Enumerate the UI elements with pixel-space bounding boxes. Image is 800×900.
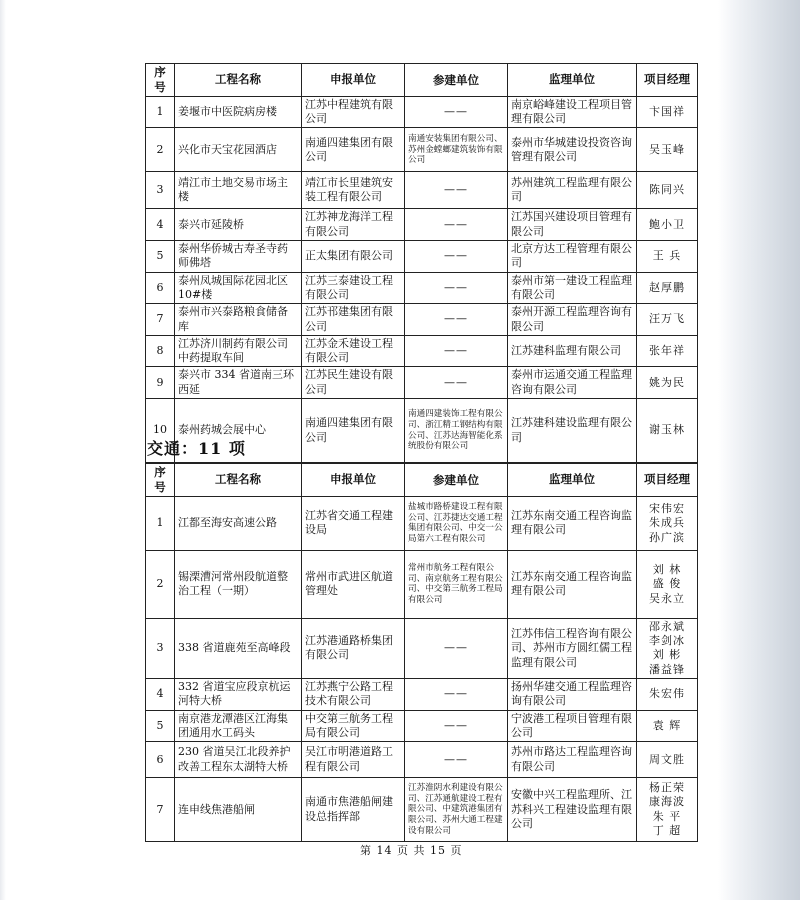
cell-project-name: 南京港龙潭港区江海集团通用水工码头 — [175, 710, 302, 742]
cell-participant: 南通安装集团有限公司、苏州金螳螂建筑装饰有限公司 — [405, 128, 508, 172]
header-manager: 项目经理 — [637, 64, 698, 97]
cell-no: 5 — [146, 241, 175, 273]
cell-supervisor: 北京方达工程管理有限公司 — [508, 241, 637, 273]
cell-participant: —— — [405, 272, 508, 304]
cell-no: 3 — [146, 618, 175, 678]
cell-supervisor: 安徽中兴工程监理所、江苏科兴工程建设监理有限公司 — [508, 778, 637, 842]
cell-applicant: 江苏燕宁公路工程技术有限公司 — [302, 679, 405, 711]
cell-no: 8 — [146, 335, 175, 367]
cell-no: 9 — [146, 367, 175, 399]
cell-participant: —— — [405, 209, 508, 241]
cell-participant: —— — [405, 335, 508, 367]
header-name: 工程名称 — [175, 464, 302, 497]
cell-project-name: 锡溧漕河常州段航道整治工程（一期） — [175, 550, 302, 618]
cell-participant: —— — [405, 742, 508, 778]
header-participant: 参建单位 — [405, 464, 508, 497]
section-title-transport: 交通：11 项 — [147, 439, 246, 458]
cell-no: 4 — [146, 679, 175, 711]
cell-applicant: 江苏民生建设有限公司 — [302, 367, 405, 399]
table2-body — [146, 496, 698, 841]
cell-manager: 刘 林 盛 俊 吴永立 — [637, 550, 698, 618]
table-row — [146, 335, 698, 367]
cell-supervisor: 泰州市华城建设投资咨询管理有限公司 — [508, 128, 637, 172]
cell-applicant: 江苏港通路桥集团有限公司 — [302, 618, 405, 678]
cell-supervisor: 苏州市路达工程监理咨询有限公司 — [508, 742, 637, 778]
cell-manager: 宋伟宏 朱成兵 孙广滨 — [637, 496, 698, 550]
cell-participant: 常州市航务工程有限公司、南京航务工程有限公司、中交第三航务工程局有限公司 — [405, 550, 508, 618]
cell-manager: 周文胜 — [637, 742, 698, 778]
cell-no: 6 — [146, 742, 175, 778]
cell-no: 7 — [146, 778, 175, 842]
cell-applicant: 中交第三航务工程局有限公司 — [302, 710, 405, 742]
table-row — [146, 304, 698, 336]
table-row — [146, 618, 698, 678]
cell-supervisor: 江苏国兴建设项目管理有限公司 — [508, 209, 637, 241]
cell-project-name: 江苏济川制药有限公司中药提取车间 — [175, 335, 302, 367]
table-row — [146, 710, 698, 742]
cell-participant: 江苏淮阴水利建设有限公司、江苏通航建设工程有限公司、中建筑港集团有限公司、苏州大通工程建设有限公司 — [405, 778, 508, 842]
cell-participant: —— — [405, 618, 508, 678]
cell-project-name: 230 省道吴江北段养护改善工程东太湖特大桥 — [175, 742, 302, 778]
table-row — [146, 241, 698, 273]
cell-no: 3 — [146, 172, 175, 209]
cell-no: 5 — [146, 710, 175, 742]
cell-no: 2 — [146, 128, 175, 172]
cell-participant: —— — [405, 241, 508, 273]
cell-supervisor: 扬州华建交通工程监理咨询有限公司 — [508, 679, 637, 711]
table-row — [146, 367, 698, 399]
cell-project-name: 连申线焦港船闸 — [175, 778, 302, 842]
header-no: 序号 — [146, 464, 175, 497]
cell-project-name: 靖江市土地交易市场主楼 — [175, 172, 302, 209]
cell-participant: —— — [405, 710, 508, 742]
header-participant: 参建单位 — [405, 64, 508, 97]
cell-manager: 邵永斌 李剑冰 刘 彬 潘益锋 — [637, 618, 698, 678]
cell-applicant: 靖江市长里建筑安装工程有限公司 — [302, 172, 405, 209]
cell-manager: 卞国祥 — [637, 96, 698, 128]
page-footer: 第 14 页 共 15 页 — [360, 844, 463, 857]
cell-project-name: 泰州药城会展中心 — [175, 399, 302, 463]
header-applicant: 申报单位 — [302, 464, 405, 497]
cell-applicant: 正太集团有限公司 — [302, 241, 405, 273]
cell-project-name: 江都至海安高速公路 — [175, 496, 302, 550]
table1-body — [146, 96, 698, 462]
cell-manager: 汪万飞 — [637, 304, 698, 336]
project-table-transport — [145, 463, 698, 842]
cell-manager: 赵厚鹏 — [637, 272, 698, 304]
table-row — [146, 550, 698, 618]
table-row — [146, 128, 698, 172]
cell-manager: 吴玉峰 — [637, 128, 698, 172]
table-row — [146, 272, 698, 304]
cell-applicant: 江苏省交通工程建设局 — [302, 496, 405, 550]
cell-participant: 南通四建装饰工程有限公司、浙江精工钢结构有限公司、江苏达海智能化系统股份有限公司 — [405, 399, 508, 463]
cell-participant: —— — [405, 304, 508, 336]
cell-applicant: 常州市武进区航道管理处 — [302, 550, 405, 618]
cell-no: 2 — [146, 550, 175, 618]
header-no: 序号 — [146, 64, 175, 97]
cell-supervisor: 泰州开源工程监理咨询有限公司 — [508, 304, 637, 336]
cell-manager: 陈同兴 — [637, 172, 698, 209]
cell-supervisor: 江苏伟信工程咨询有限公司、苏州市方圆红儒工程监理有限公司 — [508, 618, 637, 678]
cell-applicant: 南通四建集团有限公司 — [302, 128, 405, 172]
cell-participant: 盐城市路桥建设工程有限公司、江苏捷达交通工程集团有限公司、中交一公局第六工程有限公司 — [405, 496, 508, 550]
cell-project-name: 泰州市兴泰路粮食储备库 — [175, 304, 302, 336]
cell-applicant: 江苏中程建筑有限公司 — [302, 96, 405, 128]
cell-manager: 姚为民 — [637, 367, 698, 399]
cell-project-name: 泰兴市延陵桥 — [175, 209, 302, 241]
cell-participant: —— — [405, 679, 508, 711]
cell-manager: 袁 辉 — [637, 710, 698, 742]
table-row — [146, 679, 698, 711]
table-row — [146, 496, 698, 550]
cell-project-name: 338 省道鹿苑至高峰段 — [175, 618, 302, 678]
cell-supervisor: 泰州市运通交通工程监理咨询有限公司 — [508, 367, 637, 399]
cell-applicant: 南通四建集团有限公司 — [302, 399, 405, 463]
cell-manager: 张年祥 — [637, 335, 698, 367]
table-row — [146, 96, 698, 128]
cell-manager: 杨正荣 康海波 朱 平 丁 超 — [637, 778, 698, 842]
header-name: 工程名称 — [175, 64, 302, 97]
cell-applicant: 南通市焦港船闸建设总指挥部 — [302, 778, 405, 842]
cell-project-name: 姜堰市中医院病房楼 — [175, 96, 302, 128]
cell-participant: —— — [405, 172, 508, 209]
cell-no: 6 — [146, 272, 175, 304]
cell-supervisor: 江苏建科监理有限公司 — [508, 335, 637, 367]
cell-no: 1 — [146, 96, 175, 128]
cell-manager: 鲍小卫 — [637, 209, 698, 241]
cell-supervisor: 江苏建科建设监理有限公司 — [508, 399, 637, 463]
cell-manager: 王 兵 — [637, 241, 698, 273]
cell-project-name: 泰兴市 334 省道南三环西延 — [175, 367, 302, 399]
scan-shadow-right — [718, 0, 800, 900]
cell-applicant: 吴江市明港道路工程有限公司 — [302, 742, 405, 778]
header-supervisor: 监理单位 — [508, 464, 637, 497]
cell-manager: 朱宏伟 — [637, 679, 698, 711]
table-row — [146, 172, 698, 209]
scan-shadow-left — [0, 0, 6, 900]
cell-project-name: 泰州凤城国际花园北区 10#楼 — [175, 272, 302, 304]
table-row — [146, 778, 698, 842]
table-row — [146, 209, 698, 241]
cell-project-name: 泰州华侨城古寿圣寺药师佛塔 — [175, 241, 302, 273]
cell-applicant: 江苏神龙海洋工程有限公司 — [302, 209, 405, 241]
header-manager: 项目经理 — [637, 464, 698, 497]
project-table-construction — [145, 63, 698, 463]
cell-supervisor: 泰州市第一建设工程监理有限公司 — [508, 272, 637, 304]
cell-participant: —— — [405, 367, 508, 399]
cell-no: 10 — [146, 399, 175, 463]
cell-project-name: 332 省道宝应段京杭运河特大桥 — [175, 679, 302, 711]
cell-applicant: 江苏金禾建设工程有限公司 — [302, 335, 405, 367]
cell-supervisor: 苏州建筑工程监理有限公司 — [508, 172, 637, 209]
cell-no: 7 — [146, 304, 175, 336]
table-row — [146, 742, 698, 778]
cell-no: 1 — [146, 496, 175, 550]
header-applicant: 申报单位 — [302, 64, 405, 97]
cell-manager: 谢玉林 — [637, 399, 698, 463]
cell-supervisor: 江苏东南交通工程咨询监理有限公司 — [508, 550, 637, 618]
cell-participant: —— — [405, 96, 508, 128]
cell-no: 4 — [146, 209, 175, 241]
header-supervisor: 监理单位 — [508, 64, 637, 97]
cell-supervisor: 江苏东南交通工程咨询监理有限公司 — [508, 496, 637, 550]
cell-supervisor: 南京峪峰建设工程项目管理有限公司 — [508, 96, 637, 128]
cell-project-name: 兴化市天宝花园酒店 — [175, 128, 302, 172]
cell-applicant: 江苏邗建集团有限公司 — [302, 304, 405, 336]
cell-supervisor: 宁波港工程项目管理有限公司 — [508, 710, 637, 742]
cell-applicant: 江苏三泰建设工程有限公司 — [302, 272, 405, 304]
